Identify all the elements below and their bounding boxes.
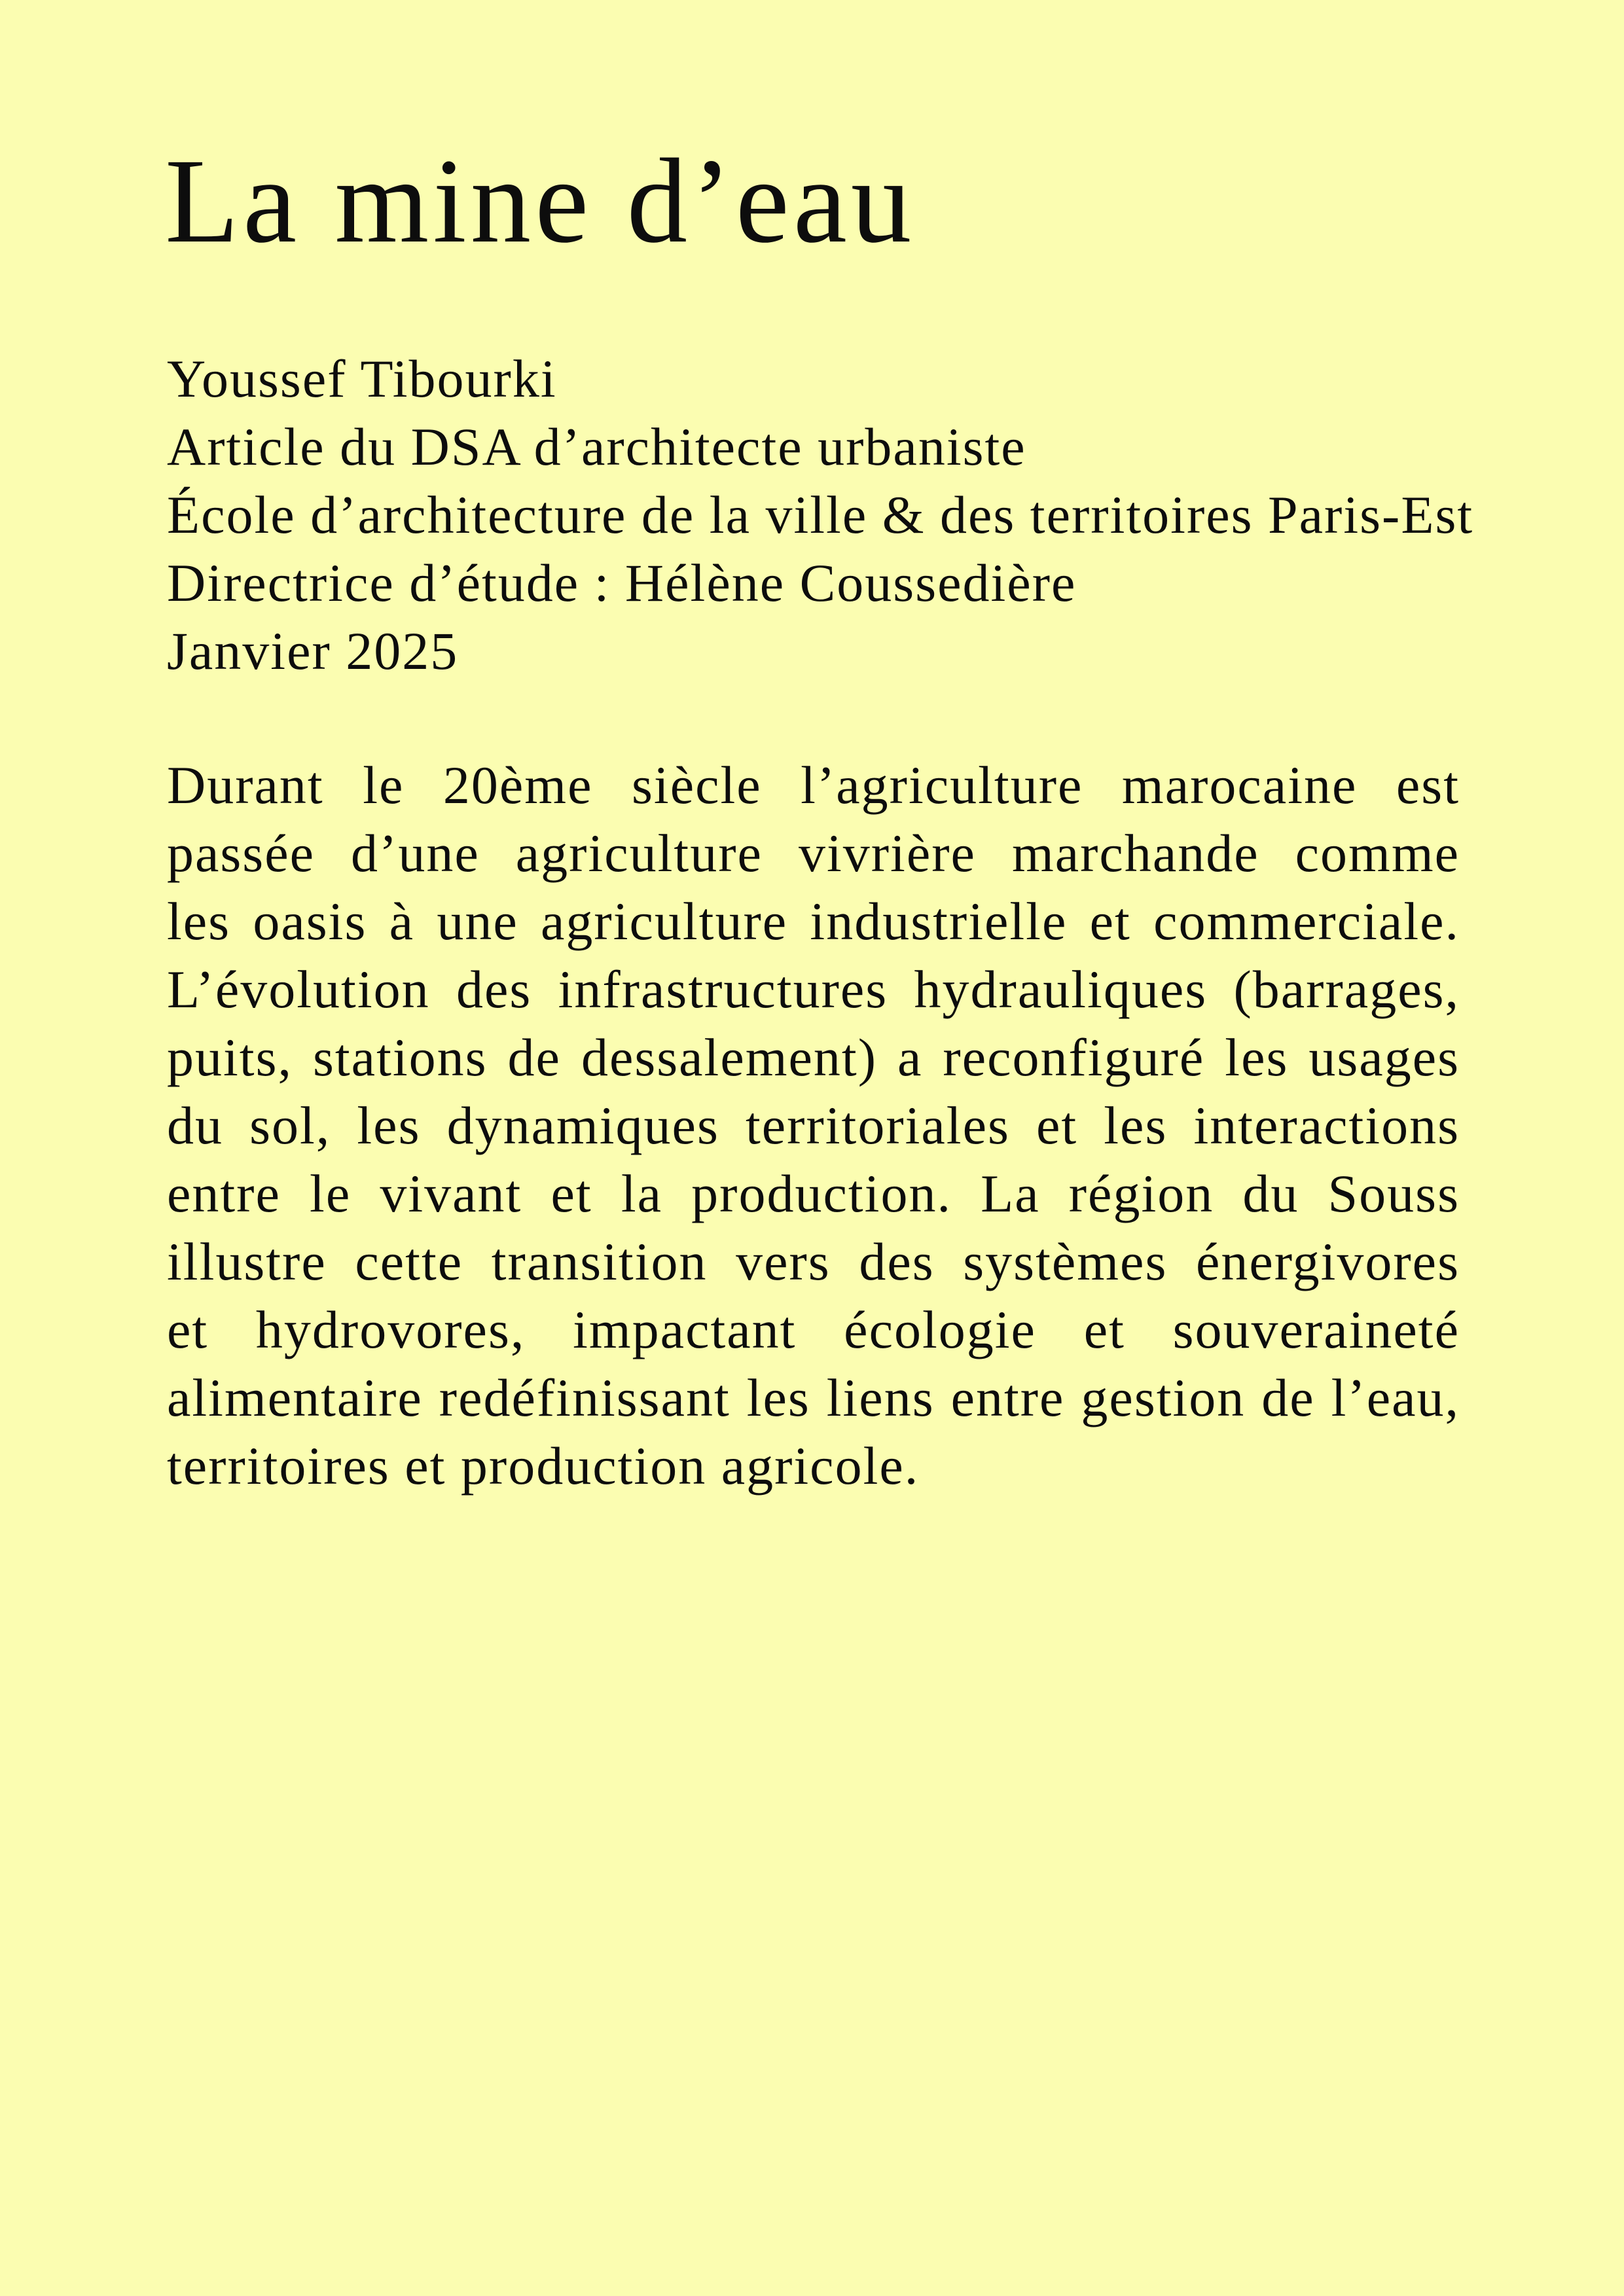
- body-line: les oasis à une agriculture industrielle et commerciale.: [167, 891, 1460, 951]
- body-line: territoires et production agricole.: [167, 1436, 920, 1496]
- body-line: du sol, les dynamiques territoriales et les interactions: [167, 1096, 1460, 1155]
- meta-line-date: Janvier 2025: [167, 621, 459, 681]
- body-line: L’évolution des infrastructures hydrauliques (barrages,: [167, 960, 1460, 1019]
- body-line: et hydrovores, impactant écologie et souveraineté: [167, 1300, 1460, 1359]
- body-line: illustre cette transition vers des systèmes énergivores: [167, 1232, 1460, 1291]
- article-body: [167, 751, 1460, 1500]
- meta-line-director: Directrice d’étude : Hélène Coussedière: [167, 553, 1077, 613]
- body-line: entre le vivant et la production. La région du Souss: [167, 1164, 1460, 1223]
- meta-line-school: École d’architecture de la ville & des territoires Paris-Est: [167, 485, 1474, 545]
- meta-line-author: Youssef Tibourki: [167, 349, 557, 408]
- body-line: Durant le 20ème siècle l’agriculture marocaine est: [167, 755, 1460, 815]
- body-line: puits, stations de dessalement) a reconfiguré les usages: [167, 1028, 1460, 1087]
- body-line: passée d’une agriculture vivrière marchande comme: [167, 823, 1460, 883]
- body-line: alimentaire redéfinissant les liens entre gestion de l’eau,: [167, 1368, 1460, 1427]
- meta-line-article: Article du DSA d’architecte urbaniste: [167, 417, 1026, 476]
- article-meta-block: [167, 345, 1515, 685]
- page-title: La mine d’eau: [165, 134, 916, 268]
